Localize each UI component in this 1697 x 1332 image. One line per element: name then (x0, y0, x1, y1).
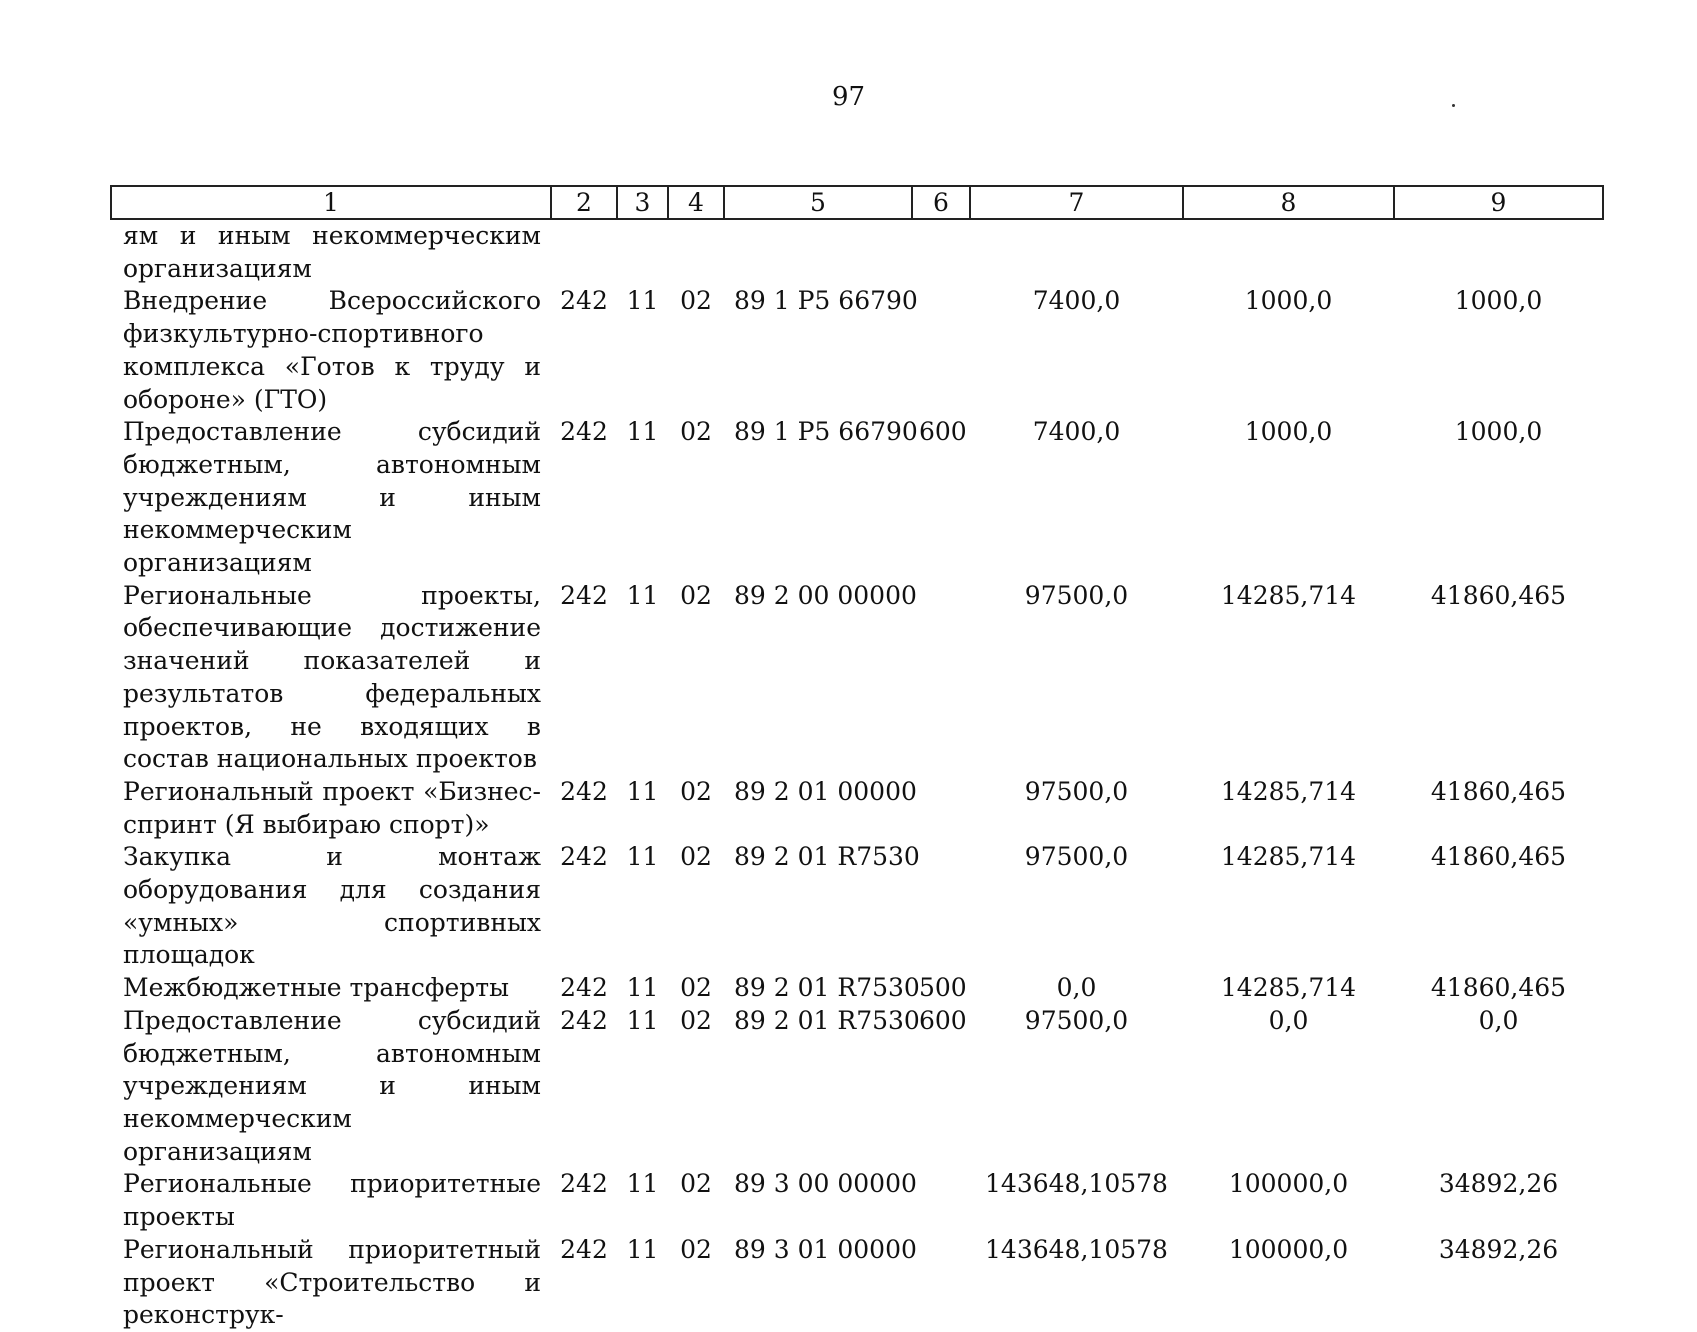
row-chapter-code: 11 (626, 1005, 659, 1035)
row-chapter-code: 11 (626, 417, 659, 447)
row-subchapter-code: 02 (680, 1169, 712, 1199)
row-section-code: 242 (560, 1169, 608, 1199)
row-amount-col8 (1183, 219, 1394, 285)
scan-artifact-dot (1452, 104, 1455, 107)
row-target-article: 89 2 01 R7530 (734, 842, 920, 872)
row-section-code: 242 (560, 842, 608, 872)
row-chapter-code: 11 (626, 286, 659, 316)
header-col-1: 1 (111, 186, 551, 219)
row-name: Региональный проект «Бизнес-спринт (Я выбираю спорт)» (123, 776, 541, 839)
row-name: Предоставление субсидий бюджетным, автономным учреждениям и иным некоммерческим организациям (123, 417, 541, 578)
row-subchapter-code: 02 (680, 580, 712, 610)
row-name: Межбюджетные трансферты (123, 973, 510, 1003)
row-chapter-code: 11 (626, 580, 659, 610)
row-section-code: 242 (560, 580, 608, 610)
row-amount-col7: 97500,0 (1024, 580, 1129, 610)
row-subchapter-code: 02 (680, 1005, 712, 1035)
row-target-article: 89 2 01 00000 (734, 776, 917, 806)
row-subchapter-code: 02 (680, 842, 712, 872)
column-number-header (111, 186, 1603, 219)
header-col-5: 5 (724, 186, 912, 219)
row-amount-col8: 100000,0 (1228, 1169, 1349, 1199)
row-amount-col7: 143648,10578 (985, 1234, 1168, 1264)
row-amount-col8: 14285,714 (1220, 776, 1357, 806)
row-subchapter-code: 02 (680, 417, 712, 447)
row-target-article: 89 1 P5 66790 (734, 417, 918, 447)
header-col-7: 7 (970, 186, 1183, 219)
row-target-article: 89 2 01 R7530 (734, 973, 920, 1003)
row-amount-col7: 7400,0 (1032, 286, 1121, 316)
row-target-article: 89 3 01 00000 (734, 1234, 917, 1264)
row-section-code: 242 (560, 286, 608, 316)
table-row (111, 580, 1603, 776)
row-amount-col9 (1394, 219, 1603, 285)
row-expense-type: 600 (919, 417, 967, 447)
row-expense-type (912, 1234, 970, 1332)
row-subchapter-code (668, 219, 724, 285)
row-name: ям и иным некоммерческим организациям (123, 221, 541, 283)
budget-table (110, 185, 1604, 1332)
row-amount-col9: 41860,465 (1430, 776, 1567, 806)
row-amount-col9: 41860,465 (1430, 973, 1567, 1003)
row-section-code: 242 (560, 776, 608, 806)
header-col-9: 9 (1394, 186, 1603, 219)
table-row (111, 285, 1603, 416)
table-row (111, 219, 1603, 285)
table-row (111, 1234, 1603, 1332)
row-amount-col9: 1000,0 (1454, 286, 1543, 316)
row-expense-type (912, 219, 970, 285)
header-col-6: 6 (912, 186, 970, 219)
table-body (111, 219, 1603, 1332)
table-row (111, 416, 1603, 580)
row-amount-col8: 1000,0 (1244, 417, 1333, 447)
row-amount-col9: 34892,26 (1438, 1169, 1559, 1199)
row-chapter-code: 11 (626, 842, 659, 872)
row-target-article: 89 2 00 00000 (734, 580, 917, 610)
header-col-8: 8 (1183, 186, 1394, 219)
row-expense-type: 500 (919, 973, 967, 1003)
row-amount-col9: 34892,26 (1438, 1234, 1559, 1264)
row-subchapter-code: 02 (680, 1234, 712, 1264)
table-row (111, 776, 1603, 841)
row-amount-col8: 0,0 (1268, 1005, 1309, 1035)
row-expense-type (912, 580, 970, 776)
row-chapter-code: 11 (626, 973, 659, 1003)
row-amount-col7: 97500,0 (1024, 1005, 1129, 1035)
row-subchapter-code: 02 (680, 776, 712, 806)
row-section-code: 242 (560, 417, 608, 447)
table-row (111, 1005, 1603, 1169)
row-name: Региональные проекты, обеспечивающие достижение значений показателей и результатов федеральных проектов, не входящих в состав национальных проектов (123, 580, 541, 774)
row-amount-col8: 1000,0 (1244, 286, 1333, 316)
row-name: Региональные приоритетные проекты (123, 1169, 541, 1232)
row-expense-type (912, 1168, 970, 1233)
row-chapter-code: 11 (626, 1234, 659, 1264)
row-amount-col9: 0,0 (1478, 1005, 1519, 1035)
row-expense-type: 600 (919, 1005, 967, 1035)
row-expense-type (912, 285, 970, 416)
row-target-article: 89 3 00 00000 (734, 1169, 917, 1199)
row-name: Внедрение Всероссийского физкультурно-спортивного комплекса «Готов к труду и обороне» (ГТО) (123, 286, 541, 414)
row-amount-col9: 1000,0 (1454, 417, 1543, 447)
row-section-code: 242 (560, 973, 608, 1003)
row-name: Предоставление субсидий бюджетным, автономным учреждениям и иным некоммерческим организациям (123, 1005, 541, 1166)
row-amount-col7: 97500,0 (1024, 842, 1129, 872)
header-col-3: 3 (617, 186, 668, 219)
table-row (111, 841, 1603, 972)
row-subchapter-code: 02 (680, 973, 712, 1003)
row-amount-col7: 143648,10578 (985, 1169, 1168, 1199)
header-col-2: 2 (551, 186, 617, 219)
row-name: Региональный приоритетный проект «Строительство и реконструк- (123, 1234, 541, 1330)
row-amount-col8: 14285,714 (1220, 842, 1357, 872)
row-amount-col7: 0,0 (1056, 973, 1097, 1003)
row-amount-col7: 97500,0 (1024, 776, 1129, 806)
header-col-4: 4 (668, 186, 724, 219)
row-amount-col8: 100000,0 (1228, 1234, 1349, 1264)
row-target-article: 89 2 01 R7530 (734, 1005, 920, 1035)
row-amount-col7 (970, 219, 1183, 285)
row-subchapter-code: 02 (680, 286, 712, 316)
row-name: Закупка и монтаж оборудования для создания «умных» спортивных площадок (123, 842, 541, 970)
row-section-code: 242 (560, 1005, 608, 1035)
row-amount-col9: 41860,465 (1430, 580, 1567, 610)
row-amount-col7: 7400,0 (1032, 417, 1121, 447)
row-amount-col9: 41860,465 (1430, 842, 1567, 872)
row-target-article: 89 1 P5 66790 (734, 286, 918, 316)
row-target-article (724, 219, 912, 285)
row-section-code: 242 (560, 1234, 608, 1264)
row-amount-col8: 14285,714 (1220, 580, 1357, 610)
table-row (111, 972, 1603, 1005)
row-amount-col8: 14285,714 (1220, 973, 1357, 1003)
row-chapter-code: 11 (626, 1169, 659, 1199)
row-expense-type (912, 776, 970, 841)
page-number: 97 (831, 82, 866, 112)
row-chapter-code: 11 (626, 776, 659, 806)
row-chapter-code (617, 219, 668, 285)
row-expense-type (912, 841, 970, 972)
table-row (111, 1168, 1603, 1233)
row-section-code (551, 219, 617, 285)
